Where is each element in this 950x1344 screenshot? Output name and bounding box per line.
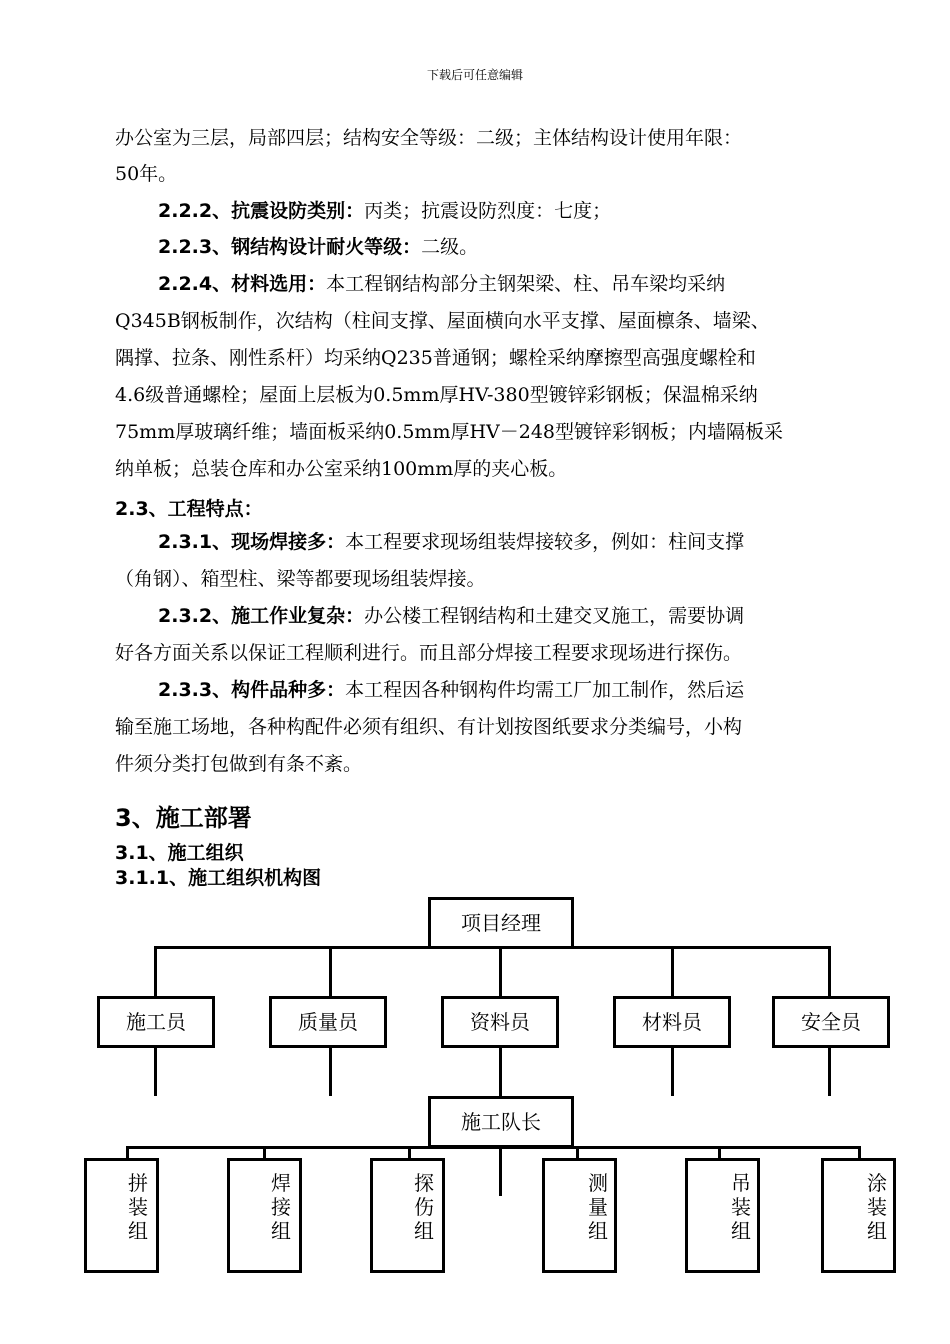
- item-2-2-3: [158, 235, 478, 259]
- org-node-label: 测量组: [588, 1171, 608, 1243]
- org-node-painting-group: [821, 1158, 896, 1273]
- para-line: 75mm厚玻璃纤维；墙面板采纳0.5mm厚HV－248型镀锌彩钢板；内墙隔板采: [115, 421, 784, 443]
- org-node-label: 项目经理: [461, 911, 541, 935]
- item-2-2-4: [158, 272, 725, 296]
- para-line: 纳单板；总装仓库和办公室采纳100mm厚的夹心板。: [115, 458, 568, 480]
- org-node-label: 质量员: [298, 1010, 358, 1034]
- para-line: 4.6级普通螺栓；屋面上层板为0.5mm厚HV-380型镀锌彩钢板；保温棉采纳: [115, 384, 758, 406]
- para-line: 件须分类打包做到有条不紊。: [115, 753, 363, 775]
- page-header: 下载后可任意编辑: [426, 68, 523, 82]
- org-node-welding-group: [227, 1158, 302, 1273]
- item-2-3-2: [158, 604, 744, 628]
- org-node-project-manager: [428, 897, 574, 949]
- item-text: 丙类；抗震设防烈度：七度；: [364, 200, 612, 222]
- org-node-label: 拼装组: [128, 1171, 148, 1243]
- org-node-assembly-group: [84, 1158, 159, 1273]
- org-node-label: 吊装组: [731, 1171, 751, 1243]
- org-node-label: 资料员: [470, 1010, 530, 1034]
- para-line: 隅撑、拉条、刚性系杆）均采纳Q235普通钢；螺栓采纳摩擦型高强度螺栓和: [115, 347, 756, 369]
- section-heading: 3、施工部署: [115, 804, 252, 832]
- subsection-heading: 3.1、施工组织: [115, 842, 244, 864]
- item-number: 2.2.2、: [158, 200, 232, 222]
- para-line: 好各方面关系以保证工程顺利进行。而且部分焊接工程要求现场进行探伤。: [115, 642, 743, 664]
- item-text: 本工程钢结构部分主钢架梁、柱、吊车梁均采纳: [326, 273, 726, 295]
- item-number: 2.2.3、: [158, 236, 232, 258]
- section-heading: 2.3、工程特点：: [115, 498, 263, 520]
- item-2-2-2: [158, 199, 611, 223]
- item-title: 施工作业复杂：: [231, 605, 365, 627]
- item-title: 材料选用：: [231, 273, 327, 295]
- org-node-hoisting-group: [685, 1158, 760, 1273]
- item-text: 本工程因各种钢构件均需工厂加工制作，然后运: [345, 679, 745, 701]
- org-node-safety-staff: [772, 996, 890, 1048]
- org-node-label: 材料员: [642, 1010, 702, 1034]
- org-node-label: 施工队长: [461, 1110, 541, 1134]
- org-node-construction-staff: [97, 996, 215, 1048]
- item-text: 二级。: [421, 236, 479, 258]
- para-line: 办公室为三层，局部四层；结构安全等级：二级；主体结构设计使用年限：: [115, 127, 743, 149]
- item-title: 抗震设防类别：: [231, 200, 365, 222]
- org-node-survey-group: [542, 1158, 617, 1273]
- para-line: Q345B钢板制作，次结构（柱间支撑、屋面横向水平支撑、屋面檩条、墙梁、: [115, 310, 770, 332]
- item-2-3-3: [158, 678, 744, 702]
- item-title: 构件品种多：: [231, 679, 346, 701]
- org-node-label: 焊接组: [271, 1171, 291, 1243]
- org-node-label: 安全员: [801, 1010, 861, 1034]
- org-node-inspection-group: [370, 1158, 445, 1273]
- org-node-label: 探伤组: [414, 1171, 434, 1243]
- item-number: 2.3.3、: [158, 679, 232, 701]
- subsection-heading: 3.1.1、施工组织机构图: [115, 867, 322, 889]
- org-node-label: 涂装组: [867, 1171, 887, 1243]
- org-node-quality-staff: [269, 996, 387, 1048]
- connector-line: [499, 946, 502, 1196]
- item-number: 2.2.4、: [158, 273, 232, 295]
- item-title: 现场焊接多：: [231, 531, 346, 553]
- item-text: 办公楼工程钢结构和土建交叉施工，需要协调: [364, 605, 745, 627]
- org-node-document-staff: [441, 996, 559, 1048]
- item-title: 钢结构设计耐火等级：: [231, 236, 422, 258]
- org-node-label: 施工员: [126, 1010, 186, 1034]
- org-node-team-leader: [428, 1096, 574, 1148]
- item-text: 本工程要求现场组装焊接较多，例如：柱间支撑: [345, 531, 745, 553]
- item-2-3-1: [158, 530, 744, 554]
- item-number: 2.3.1、: [158, 531, 232, 553]
- para-line: 输至施工场地，各种构配件必须有组织、有计划按图纸要求分类编号，小构: [115, 716, 743, 738]
- org-node-material-staff: [613, 996, 731, 1048]
- para-line: 50年。: [115, 163, 178, 185]
- para-line: （角钢）、箱型柱、梁等都要现场组装焊接。: [115, 568, 486, 590]
- item-number: 2.3.2、: [158, 605, 232, 627]
